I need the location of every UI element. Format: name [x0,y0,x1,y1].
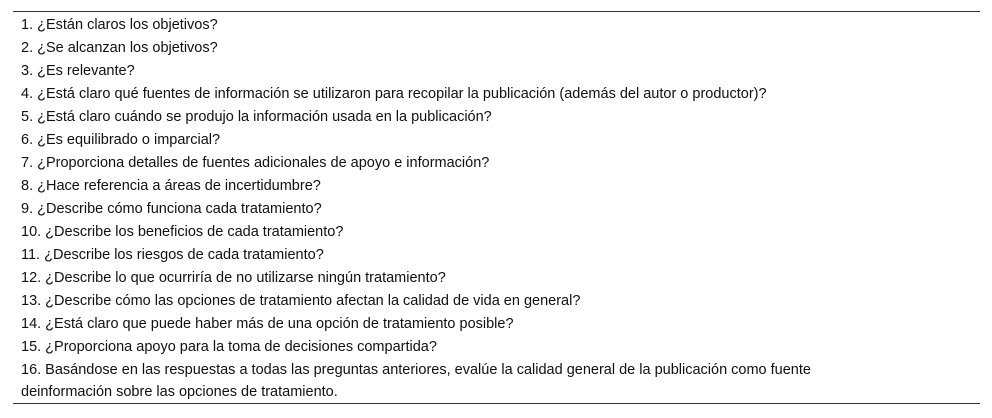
question-item-11: 11. ¿Describe los riesgos de cada tratamiento? [21,247,324,263]
question-item-7: 7. ¿Proporciona detalles de fuentes adicionales de apoyo e información? [21,155,490,171]
question-item-5: 5. ¿Está claro cuándo se produjo la información usada en la publicación? [21,109,492,125]
question-item-10: 10. ¿Describe los beneficios de cada tratamiento? [21,224,344,240]
question-item-16: 16. Basándose en las respuestas a todas las preguntas anteriores, evalúe la calidad general de la publicación como fuente deinformación sobre las opciones de tratamiento. [21,362,811,400]
question-item-15: 15. ¿Proporciona apoyo para la toma de decisiones compartida? [21,339,437,355]
questionnaire-table [13,11,980,404]
question-item-3: 3. ¿Es relevante? [21,63,135,79]
question-item-6: 6. ¿Es equilibrado o imparcial? [21,132,221,148]
question-item-2: 2. ¿Se alcanzan los objetivos? [21,40,218,56]
question-item-8: 8. ¿Hace referencia a áreas de incertidumbre? [21,178,321,194]
question-item-14: 14. ¿Está claro que puede haber más de una opción de tratamiento posible? [21,316,514,332]
question-item-9: 9. ¿Describe cómo funciona cada tratamiento? [21,201,322,217]
question-item-4: 4. ¿Está claro qué fuentes de información se utilizaron para recopilar la publicación (además del autor o productor)? [21,86,767,102]
question-item-1: 1. ¿Están claros los objetivos? [21,17,218,33]
question-item-13: 13. ¿Describe cómo las opciones de tratamiento afectan la calidad de vida en general? [21,293,581,309]
question-item-12: 12. ¿Describe lo que ocurriría de no utilizarse ningún tratamiento? [21,270,446,286]
